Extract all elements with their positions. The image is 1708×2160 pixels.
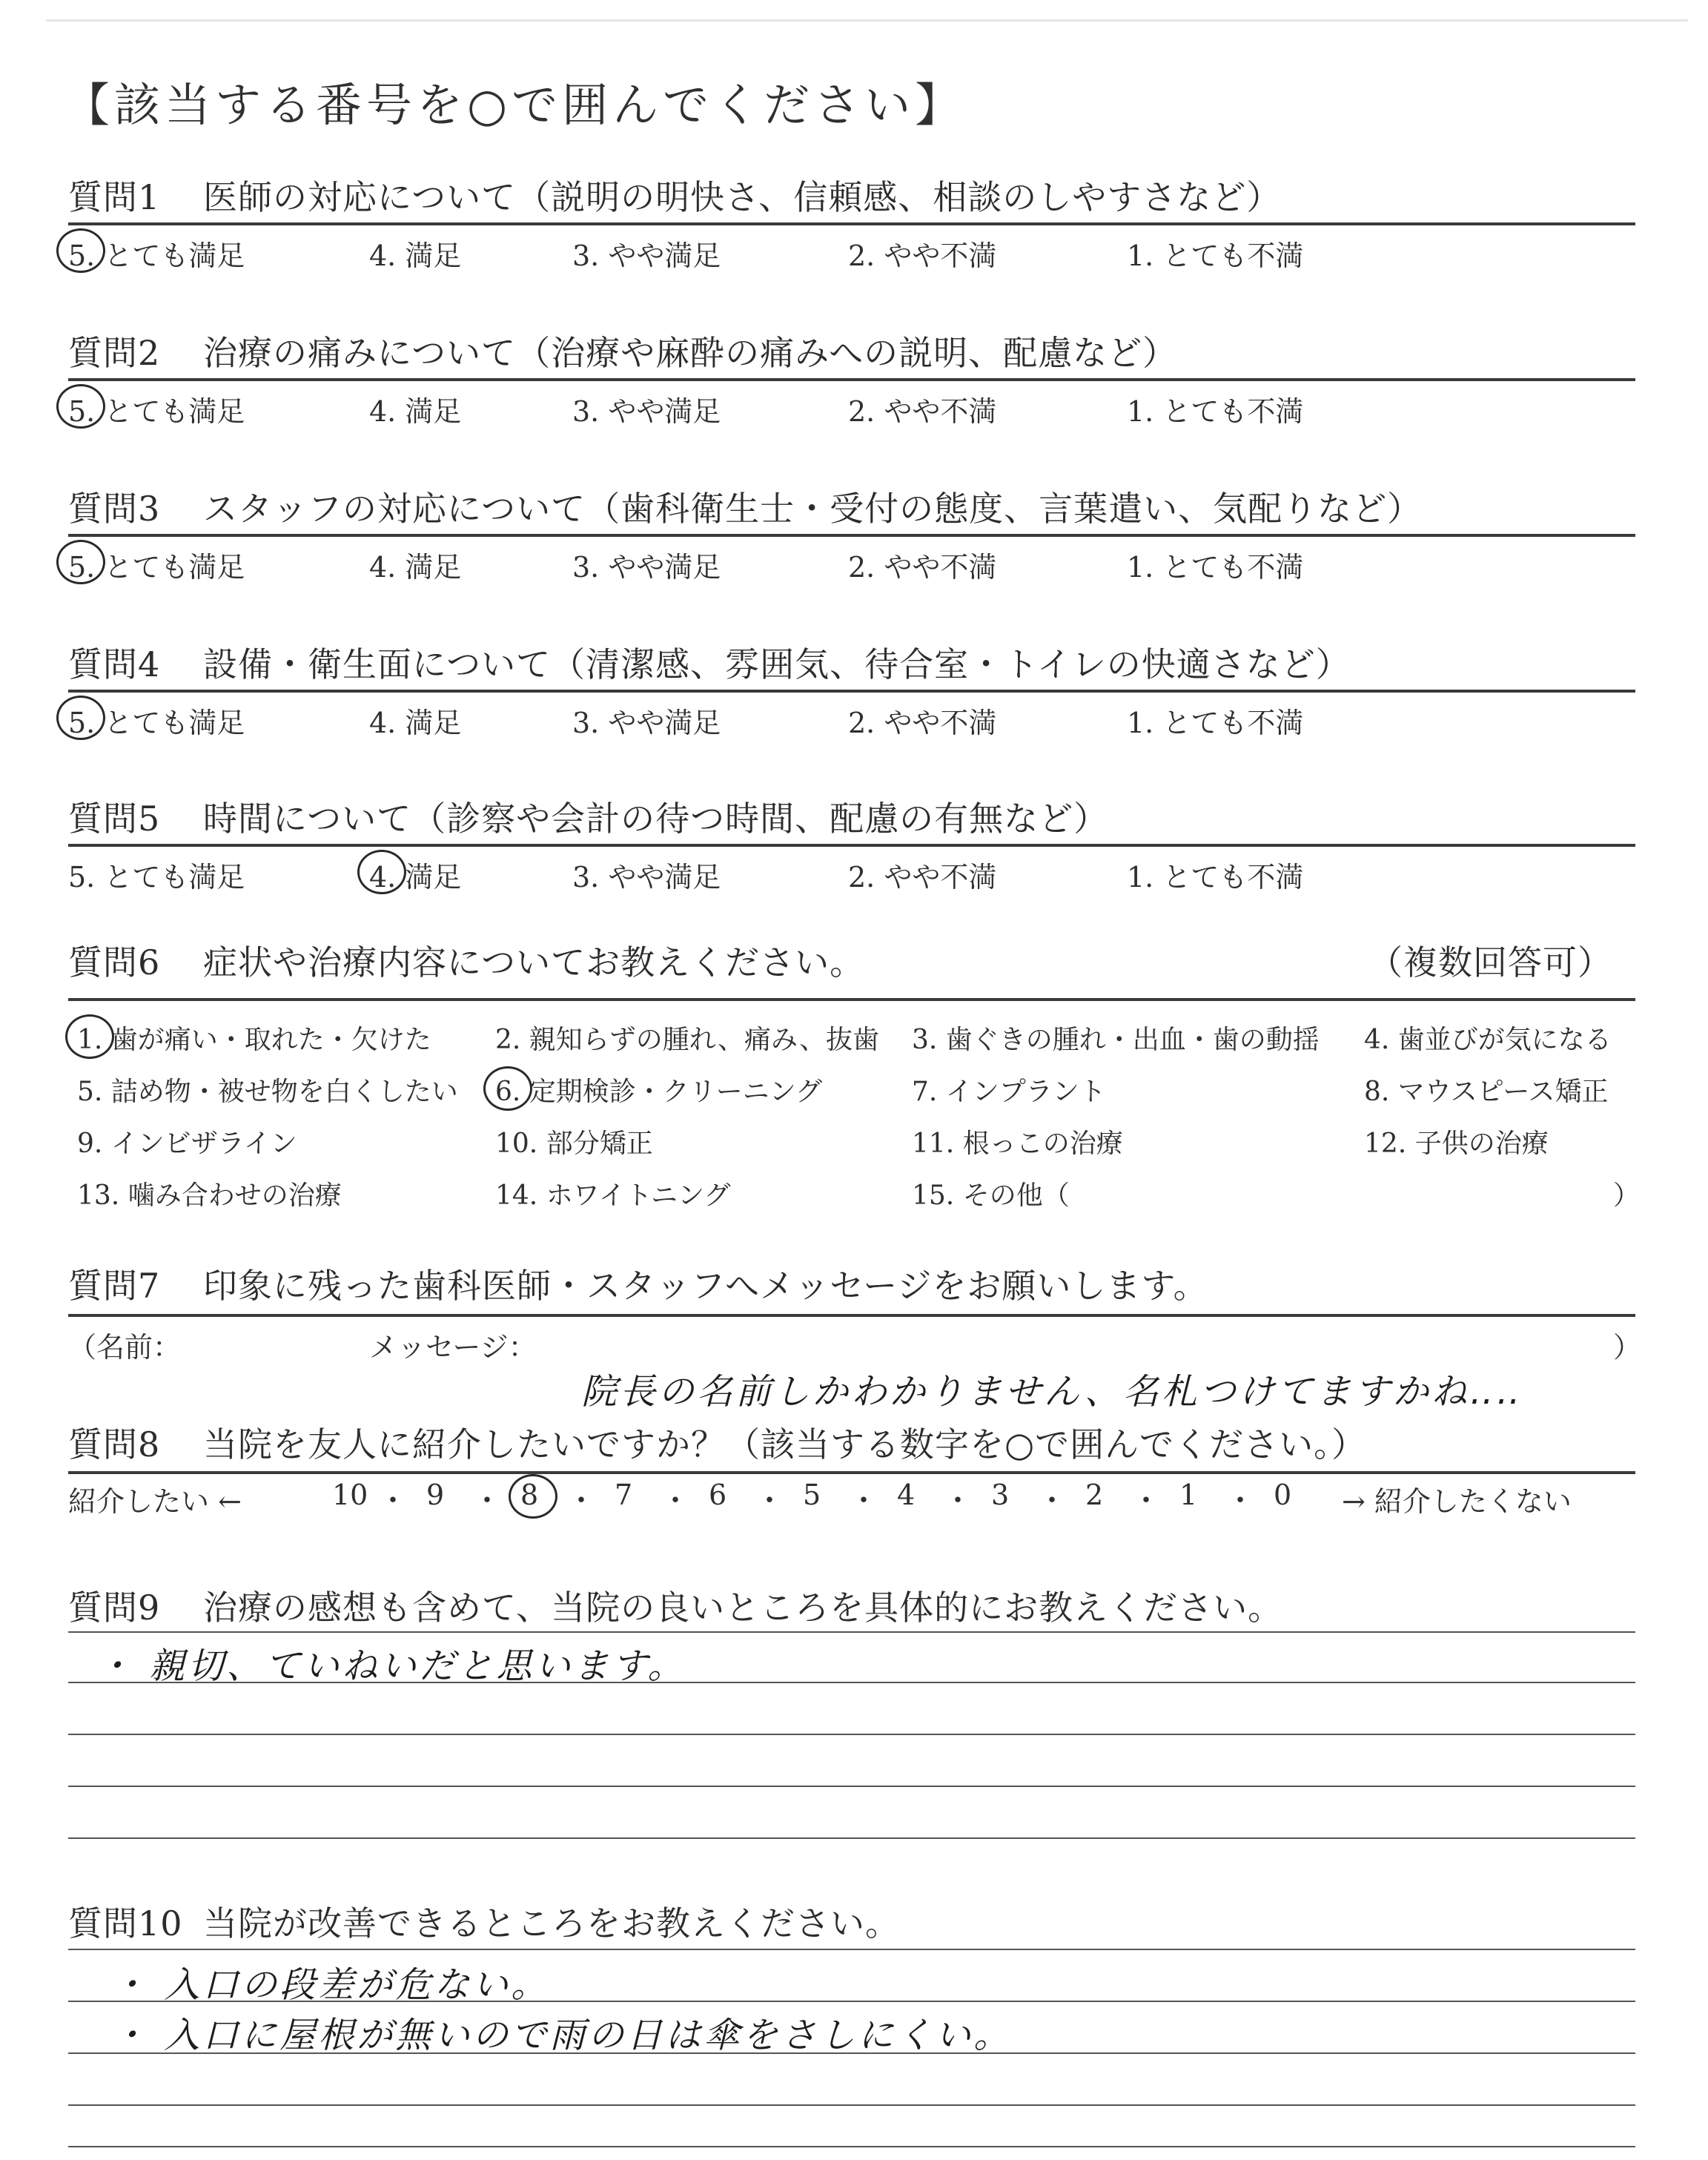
page-title: 【該当する番号を○で囲んでください】 bbox=[64, 78, 966, 132]
scale-separator-dot: ・ bbox=[472, 1484, 502, 1518]
question-rule bbox=[68, 998, 1635, 1001]
other-close-paren bbox=[1613, 1175, 1640, 1212]
symptom-option-label: 7. インプラント bbox=[912, 1077, 1106, 1107]
rating-option-label: 5. とても満足 bbox=[68, 551, 245, 584]
rating-option-label: 2. やや不満 bbox=[848, 395, 997, 428]
page-top-border bbox=[46, 19, 1688, 22]
question-text: 当院を友人に紹介したいですか？（該当する数字を○で囲んでください。） bbox=[203, 1424, 1367, 1464]
answer-line bbox=[68, 2146, 1635, 2147]
rating-option-label: 4. 満足 bbox=[369, 395, 462, 428]
recommend-score-9[interactable] bbox=[426, 1479, 444, 1511]
recommend-score-5[interactable] bbox=[803, 1479, 821, 1511]
rating-option-1[interactable] bbox=[1127, 233, 1303, 274]
handwritten-answer: ・ 親切、ていねいだと思います。 bbox=[96, 1645, 686, 1687]
scale-separator-dot: ・ bbox=[755, 1484, 784, 1518]
question-number: 質問9 bbox=[68, 1588, 161, 1628]
rating-option-3[interactable] bbox=[572, 233, 721, 274]
symptom-option-7[interactable] bbox=[912, 1071, 1106, 1109]
symptom-option-1[interactable] bbox=[77, 1019, 431, 1057]
selected-circle-mark bbox=[495, 1071, 822, 1109]
question-number: 質問1 bbox=[68, 177, 161, 217]
question-number: 質問5 bbox=[68, 799, 161, 839]
selected-circle-mark bbox=[369, 854, 461, 895]
recommend-score-8[interactable] bbox=[520, 1479, 538, 1511]
rating-option-label: 5. とても満足 bbox=[68, 707, 245, 739]
rating-option-5[interactable] bbox=[68, 389, 245, 429]
answer-line bbox=[68, 1631, 1635, 1633]
recommend-right-label: → 紹介したくない bbox=[1342, 1485, 1572, 1518]
multiple-answer-note: （複数回答可） bbox=[1368, 942, 1612, 982]
rating-option-3[interactable] bbox=[572, 854, 721, 895]
symptom-option-label: 10. 部分矯正 bbox=[495, 1129, 653, 1159]
rating-option-4[interactable] bbox=[369, 233, 461, 274]
question-text: 症状や治療内容についてお教えください。 bbox=[203, 942, 865, 982]
selected-circle-mark bbox=[520, 1479, 538, 1511]
question-rule bbox=[68, 534, 1635, 537]
handwritten-answer: ・ 入口に屋根が無いので雨の日は傘をさしにくい。 bbox=[111, 2015, 1013, 2056]
rating-option-label: 3. やや満足 bbox=[572, 551, 721, 584]
recommend-score-label: 9 bbox=[426, 1479, 445, 1511]
handwritten-answer: ・ 入口の段差が危ない。 bbox=[111, 1964, 550, 2006]
symptom-option-label: ） bbox=[1613, 1180, 1641, 1211]
question-text: 医師の対応について（説明の明快さ、信頼感、相談のしやすさなど） bbox=[203, 177, 1282, 217]
rating-option-label: 1. とても不満 bbox=[1127, 240, 1304, 272]
selected-circle-mark bbox=[68, 544, 245, 585]
rating-option-label: 5. とても満足 bbox=[68, 240, 245, 272]
rating-option-5[interactable] bbox=[68, 233, 245, 274]
rating-option-label: 3. やや満足 bbox=[572, 240, 721, 272]
question-number: 質問3 bbox=[68, 489, 161, 529]
symptom-option-11[interactable] bbox=[912, 1123, 1123, 1160]
rating-option-label: 1. とても不満 bbox=[1127, 861, 1304, 894]
rating-option-2[interactable] bbox=[848, 700, 996, 741]
question-text: 印象に残った歯科医師・スタッフへメッセージをお願いします。 bbox=[203, 1266, 1208, 1306]
symptom-option-label: 1. 歯が痛い・取れた・欠けた bbox=[77, 1025, 431, 1055]
rating-option-1[interactable] bbox=[1127, 389, 1303, 429]
symptom-option-14[interactable] bbox=[495, 1175, 730, 1212]
answer-line bbox=[68, 1949, 1635, 1950]
symptom-option-15[interactable] bbox=[912, 1175, 1070, 1212]
recommend-score-10[interactable] bbox=[332, 1479, 368, 1511]
question-text: 設備・衛生面について（清潔感、雰囲気、待合室・トイレの快適さなど） bbox=[203, 644, 1351, 684]
rating-option-label: 1. とても不満 bbox=[1127, 395, 1304, 428]
scale-separator-dot: ・ bbox=[1131, 1484, 1161, 1518]
scale-separator-dot: ・ bbox=[1225, 1484, 1255, 1518]
question-rule bbox=[68, 222, 1635, 225]
recommend-score-label: 5 bbox=[803, 1479, 821, 1511]
symptom-option-12[interactable] bbox=[1364, 1123, 1549, 1160]
symptom-option-label: 12. 子供の治療 bbox=[1364, 1129, 1549, 1159]
rating-option-2[interactable] bbox=[848, 544, 996, 585]
rating-option-label: 4. 満足 bbox=[369, 240, 462, 272]
recommend-score-7[interactable] bbox=[615, 1479, 632, 1511]
question-rule bbox=[68, 1471, 1635, 1474]
recommend-score-3[interactable] bbox=[991, 1479, 1009, 1511]
recommend-score-6[interactable] bbox=[709, 1479, 726, 1511]
symptom-option-label: 9. インビザライン bbox=[77, 1129, 297, 1159]
rating-option-label: 3. やや満足 bbox=[572, 861, 721, 894]
symptom-option-6[interactable] bbox=[495, 1071, 822, 1109]
symptom-option-label: 2. 親知らずの腫れ、痛み、抜歯 bbox=[495, 1025, 880, 1055]
rating-option-4[interactable] bbox=[369, 544, 461, 585]
question-rule bbox=[68, 690, 1635, 693]
scale-separator-dot: ・ bbox=[566, 1484, 596, 1518]
rating-option-4[interactable] bbox=[369, 389, 461, 429]
question-number: 質問10 bbox=[68, 1903, 183, 1943]
rating-option-2[interactable] bbox=[848, 854, 996, 895]
symptom-option-label: 6. 定期検診・クリーニング bbox=[495, 1077, 823, 1107]
symptom-option-label: 5. 詰め物・被せ物を白くしたい bbox=[77, 1077, 458, 1107]
question-number: 質問6 bbox=[68, 942, 161, 982]
rating-option-label: 1. とても不満 bbox=[1127, 707, 1304, 739]
scale-separator-dot: ・ bbox=[1037, 1484, 1067, 1518]
rating-option-2[interactable] bbox=[848, 389, 996, 429]
recommend-score-0[interactable] bbox=[1274, 1479, 1291, 1511]
question-text: 時間について（診察や会計の待つ時間、配慮の有無など） bbox=[203, 799, 1109, 839]
recommend-score-label: 6 bbox=[709, 1479, 727, 1511]
rating-option-3[interactable] bbox=[572, 544, 721, 585]
question-text: 治療の痛みについて（治療や麻酔の痛みへの説明、配慮など） bbox=[203, 333, 1178, 373]
symptom-option-5[interactable] bbox=[77, 1071, 458, 1109]
answer-line bbox=[68, 1734, 1635, 1735]
message-close-paren: ） bbox=[1613, 1331, 1642, 1364]
recommend-score-2[interactable] bbox=[1085, 1479, 1103, 1511]
rating-option-2[interactable] bbox=[848, 233, 996, 274]
handwritten-message: 院長の名前しかわかりません、名札つけてますかね‥‥ bbox=[581, 1371, 1523, 1413]
symptom-option-2[interactable] bbox=[495, 1019, 879, 1057]
question-rule bbox=[68, 378, 1635, 381]
symptom-option-label: 14. ホワイトニング bbox=[495, 1180, 731, 1211]
rating-option-5[interactable] bbox=[68, 544, 245, 585]
question-rule bbox=[68, 1314, 1635, 1317]
question-number: 質問2 bbox=[68, 333, 161, 373]
rating-option-label: 4. 満足 bbox=[369, 551, 462, 584]
question-number: 質問4 bbox=[68, 644, 161, 684]
rating-option-label: 5. とても満足 bbox=[68, 861, 245, 894]
rating-option-label: 2. やや不満 bbox=[848, 861, 997, 894]
rating-option-label: 2. やや不満 bbox=[848, 707, 997, 739]
symptom-option-10[interactable] bbox=[495, 1123, 653, 1160]
rating-option-5[interactable] bbox=[68, 700, 245, 741]
rating-option-label: 2. やや不満 bbox=[848, 240, 997, 272]
symptom-option-label: 4. 歯並びが気になる bbox=[1364, 1025, 1612, 1055]
rating-option-label: 2. やや不満 bbox=[848, 551, 997, 584]
rating-option-5[interactable] bbox=[68, 854, 245, 895]
symptom-option-label: 11. 根っこの治療 bbox=[912, 1129, 1123, 1159]
rating-option-1[interactable] bbox=[1127, 854, 1303, 895]
symptom-option-4[interactable] bbox=[1364, 1019, 1612, 1057]
recommend-score-label: 1 bbox=[1179, 1479, 1198, 1511]
recommend-score-label: 7 bbox=[615, 1479, 633, 1511]
rating-option-4[interactable] bbox=[369, 854, 461, 895]
rating-option-1[interactable] bbox=[1127, 544, 1303, 585]
rating-option-label: 3. やや満足 bbox=[572, 707, 721, 739]
answer-line bbox=[68, 1837, 1635, 1839]
message-label: メッセージ： bbox=[369, 1331, 537, 1364]
rating-option-label: 5. とても満足 bbox=[68, 395, 245, 428]
recommend-score-label: 10 bbox=[332, 1479, 368, 1511]
rating-option-3[interactable] bbox=[572, 389, 721, 429]
scale-separator-dot: ・ bbox=[661, 1484, 690, 1518]
selected-circle-mark bbox=[77, 1019, 431, 1057]
symptom-option-3[interactable] bbox=[912, 1019, 1320, 1057]
scale-separator-dot: ・ bbox=[943, 1484, 973, 1518]
recommend-score-4[interactable] bbox=[897, 1479, 915, 1511]
selected-circle-mark bbox=[68, 389, 245, 429]
scale-separator-dot: ・ bbox=[849, 1484, 878, 1518]
symptom-option-8[interactable] bbox=[1364, 1071, 1608, 1109]
symptom-option-9[interactable] bbox=[77, 1123, 297, 1160]
name-label: （名前： bbox=[68, 1331, 182, 1364]
recommend-score-label: 4 bbox=[897, 1479, 916, 1511]
selected-circle-mark bbox=[68, 700, 245, 741]
scale-separator-dot: ・ bbox=[378, 1484, 408, 1518]
rating-option-label: 3. やや満足 bbox=[572, 395, 721, 428]
question-text: スタッフの対応について（歯科衛生士・受付の態度、言葉遣い、気配りなど） bbox=[203, 489, 1423, 529]
rating-option-3[interactable] bbox=[572, 700, 721, 741]
symptom-option-13[interactable] bbox=[77, 1175, 342, 1212]
recommend-score-label: 0 bbox=[1274, 1479, 1292, 1511]
question-text: 治療の感想も含めて、当院の良いところを具体的にお教えください。 bbox=[203, 1588, 1283, 1628]
rating-option-label: 4. 満足 bbox=[369, 861, 462, 894]
symptom-option-label: 13. 噛み合わせの治療 bbox=[77, 1180, 342, 1211]
symptom-option-label: 3. 歯ぐきの腫れ・出血・歯の動揺 bbox=[912, 1025, 1320, 1055]
symptom-option-label: 8. マウスピース矯正 bbox=[1364, 1077, 1609, 1107]
recommend-score-label: 8 bbox=[520, 1479, 539, 1511]
recommend-score-label: 3 bbox=[991, 1479, 1010, 1511]
recommend-score-1[interactable] bbox=[1179, 1479, 1197, 1511]
question-number: 質問7 bbox=[68, 1266, 161, 1306]
answer-line bbox=[68, 1786, 1635, 1787]
selected-circle-mark bbox=[68, 233, 245, 274]
rating-option-label: 4. 満足 bbox=[369, 707, 462, 739]
question-rule bbox=[68, 844, 1635, 847]
recommend-score-label: 2 bbox=[1085, 1479, 1104, 1511]
rating-option-1[interactable] bbox=[1127, 700, 1303, 741]
rating-option-label: 1. とても不満 bbox=[1127, 551, 1304, 584]
question-number: 質問8 bbox=[68, 1424, 161, 1464]
question-text: 当院が改善できるところをお教えください。 bbox=[203, 1903, 900, 1943]
answer-line bbox=[68, 2104, 1635, 2106]
symptom-option-label: 15. その他（ bbox=[912, 1180, 1070, 1211]
rating-option-4[interactable] bbox=[369, 700, 461, 741]
recommend-left-label: 紹介したい ← bbox=[68, 1485, 242, 1518]
